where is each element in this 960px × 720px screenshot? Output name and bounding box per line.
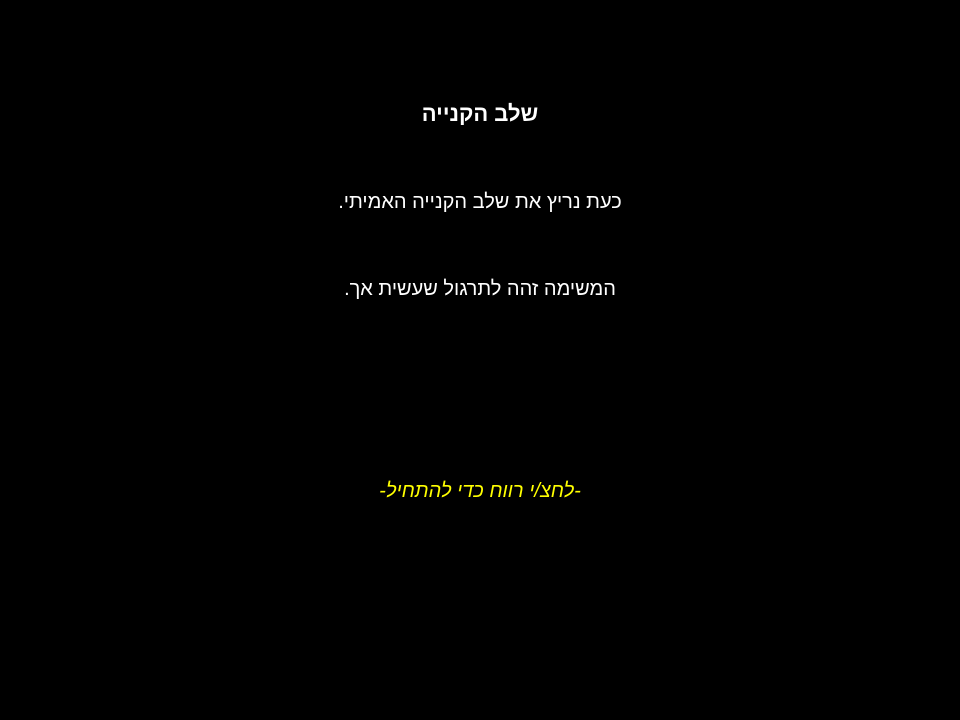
screen-title: שלב הקנייה — [421, 101, 539, 126]
instruction-line-2: המשימה זהה לתרגול שעשית אך. — [344, 278, 616, 300]
press-space-prompt: -לחצ/י רווח כדי להתחיל- — [379, 480, 581, 502]
instruction-line-1: כעת נריץ את שלב הקנייה האמיתי. — [338, 191, 622, 213]
